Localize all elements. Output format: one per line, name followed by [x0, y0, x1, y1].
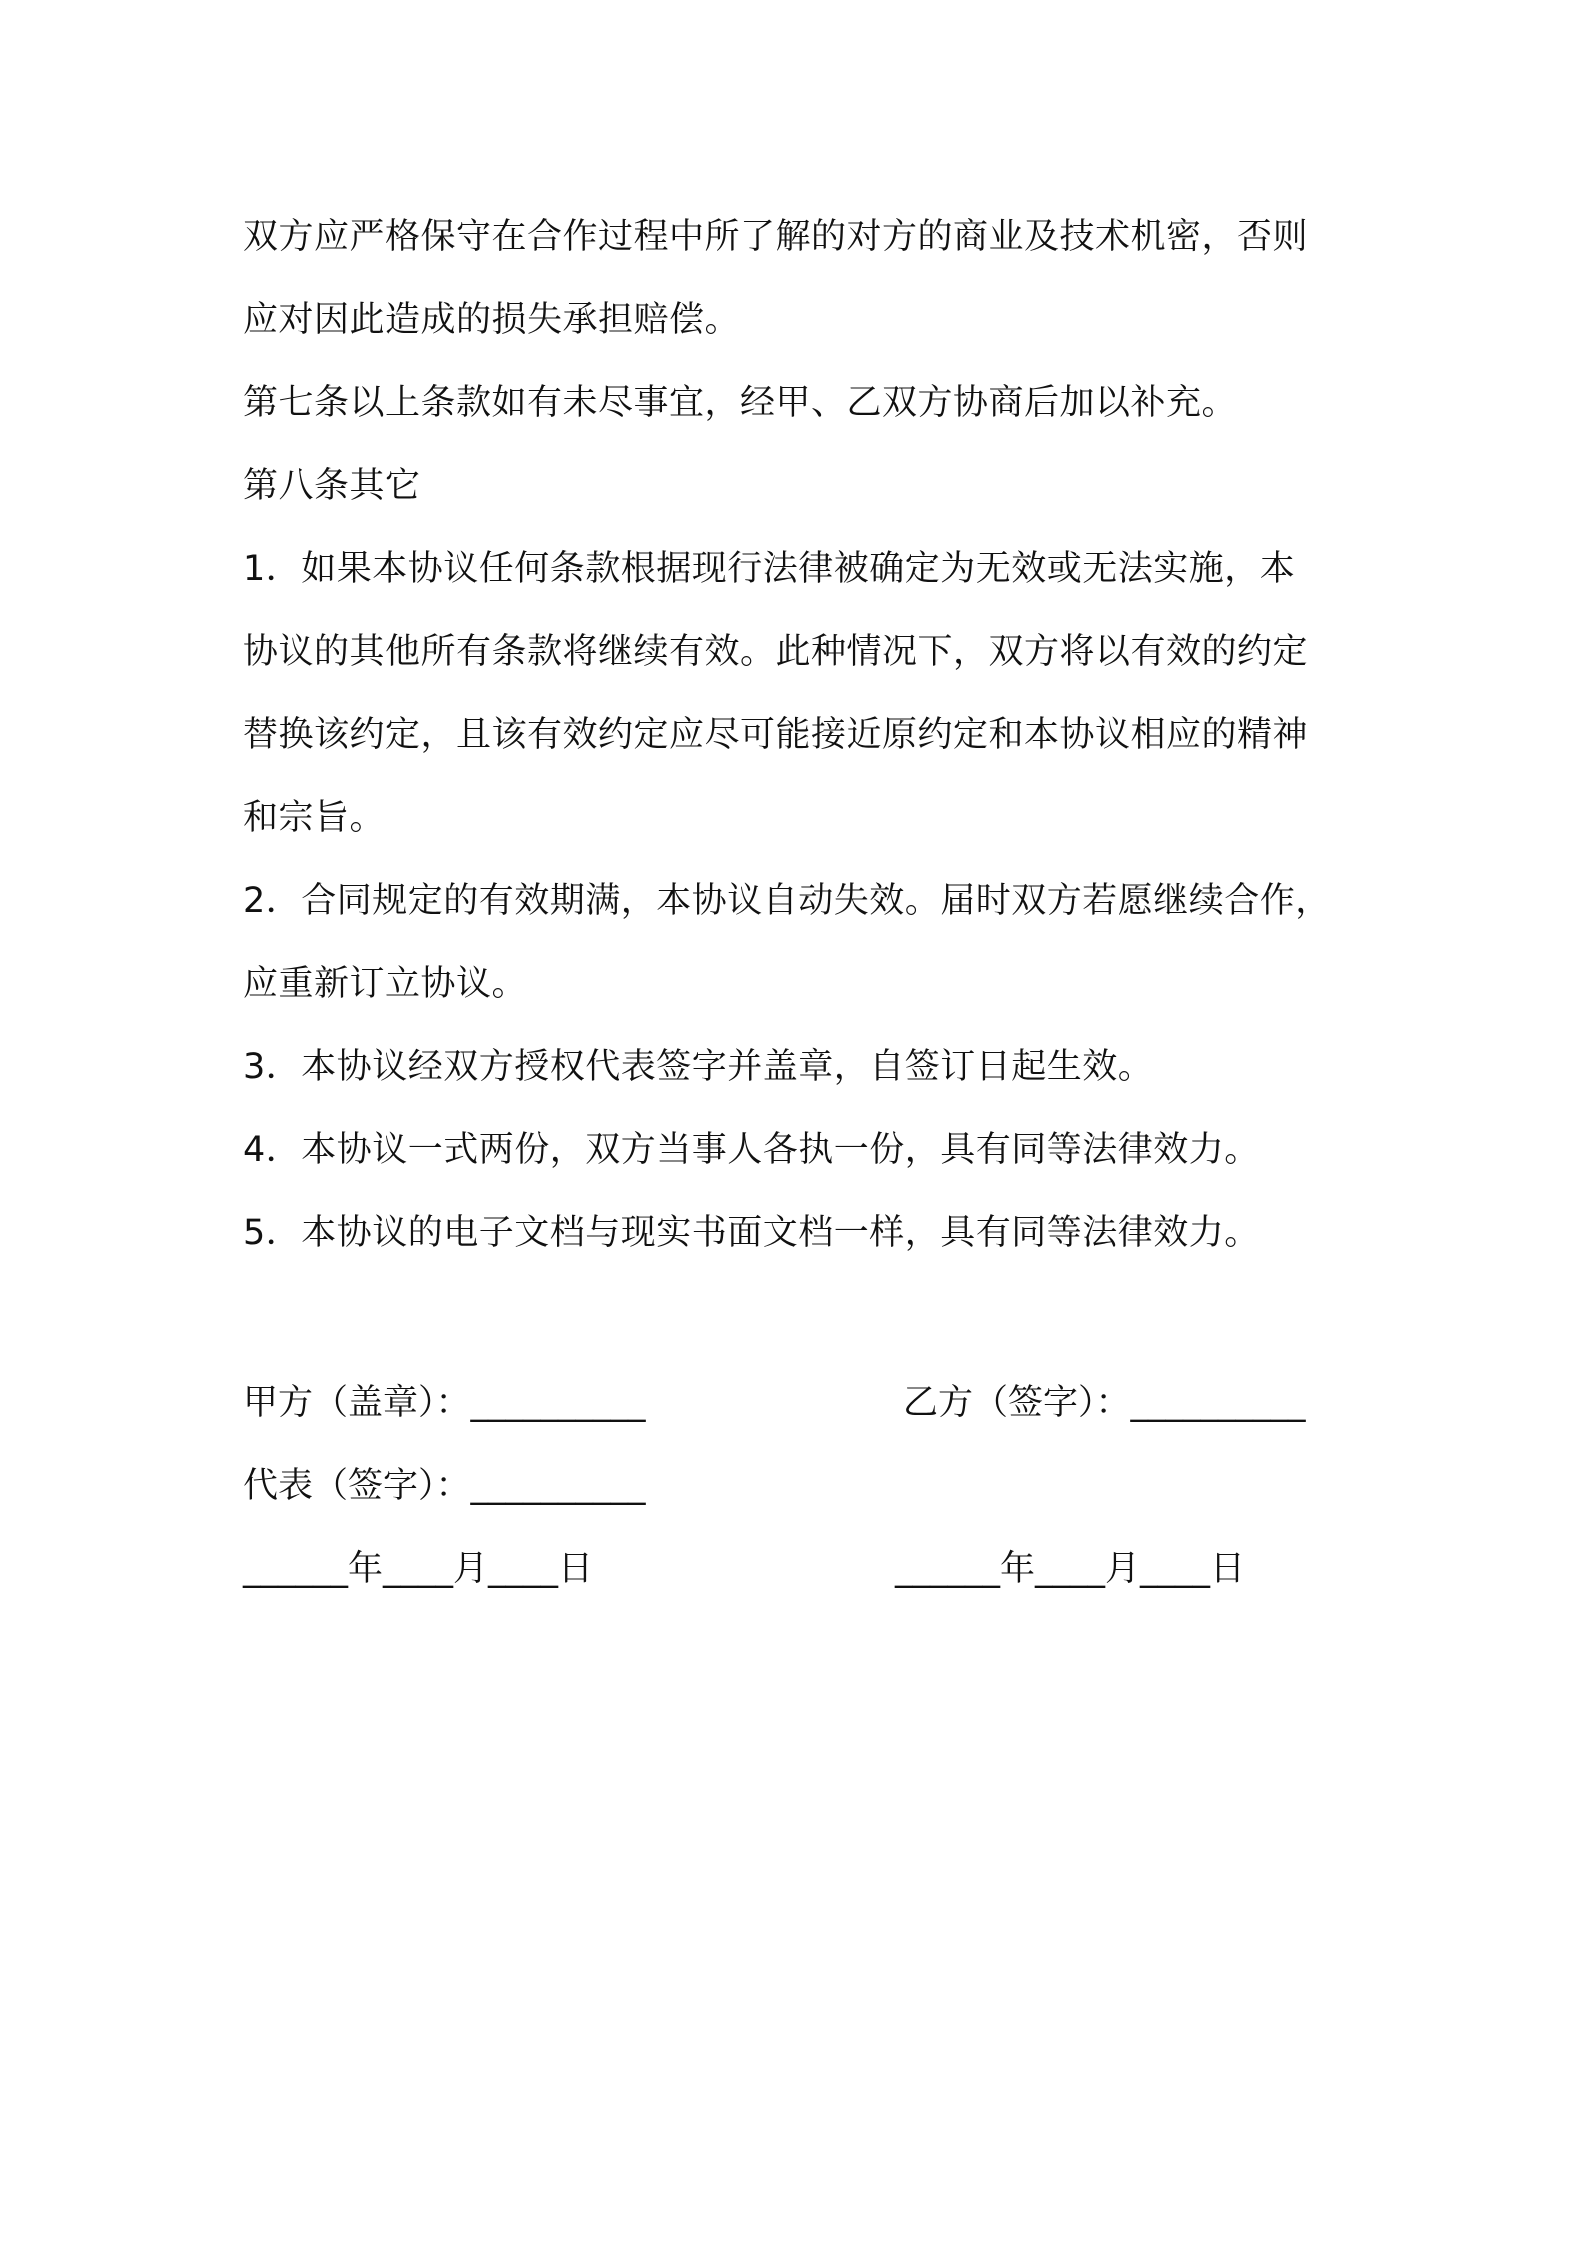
clause-5: 5．本协议的电子文档与现实书面文档一样，具有同等法律效力。 — [243, 1213, 1260, 1253]
body-line-confidentiality-2: 应对因此造成的损失承担赔偿。 — [243, 300, 741, 340]
signature-row-parties — [243, 1362, 1373, 1445]
signature-section — [243, 1362, 1373, 1611]
clause-1-line-3: 替换该约定，且该有效约定应尽可能接近原约定和本协议相应的精神 — [243, 715, 1309, 755]
clause-2-line-2: 应重新订立协议。 — [243, 964, 528, 1004]
article-7: 第七条以上条款如有未尽事宜，经甲、乙双方协商后加以补充。 — [243, 383, 1238, 423]
representative-sign-field: 代表（签字）：__________ — [243, 1466, 646, 1506]
clause-1-line-1: 1．如果本协议任何条款根据现行法律被确定为无效或无法实施，本 — [243, 549, 1296, 589]
agreement-body — [243, 196, 1373, 1275]
signature-row-dates — [243, 1528, 1373, 1611]
body-line-confidentiality-1: 双方应严格保守在合作过程中所了解的对方的商业及技术机密，否则 — [243, 217, 1309, 257]
clause-3: 3．本协议经双方授权代表签字并盖章，自签订日起生效。 — [243, 1047, 1154, 1087]
clause-1-line-4: 和宗旨。 — [243, 798, 386, 838]
clause-1-line-2: 协议的其他所有条款将继续有效。此种情况下，双方将以有效的约定 — [243, 632, 1309, 672]
clause-2-line-1: 2．合同规定的有效期满，本协议自动失效。届时双方若愿继续合作， — [243, 881, 1331, 921]
article-8-heading: 第八条其它 — [243, 466, 421, 506]
party-a-seal-field: 甲方（盖章）：__________ — [243, 1383, 646, 1423]
clause-4: 4．本协议一式两份，双方当事人各执一份，具有同等法律效力。 — [243, 1130, 1260, 1170]
date-right-field: ______年____月____日 — [895, 1549, 1246, 1589]
signature-row-representative — [243, 1445, 1373, 1528]
party-b-sign-field: 乙方（签字）：__________ — [903, 1383, 1306, 1423]
date-left-field: ______年____月____日 — [243, 1549, 594, 1589]
